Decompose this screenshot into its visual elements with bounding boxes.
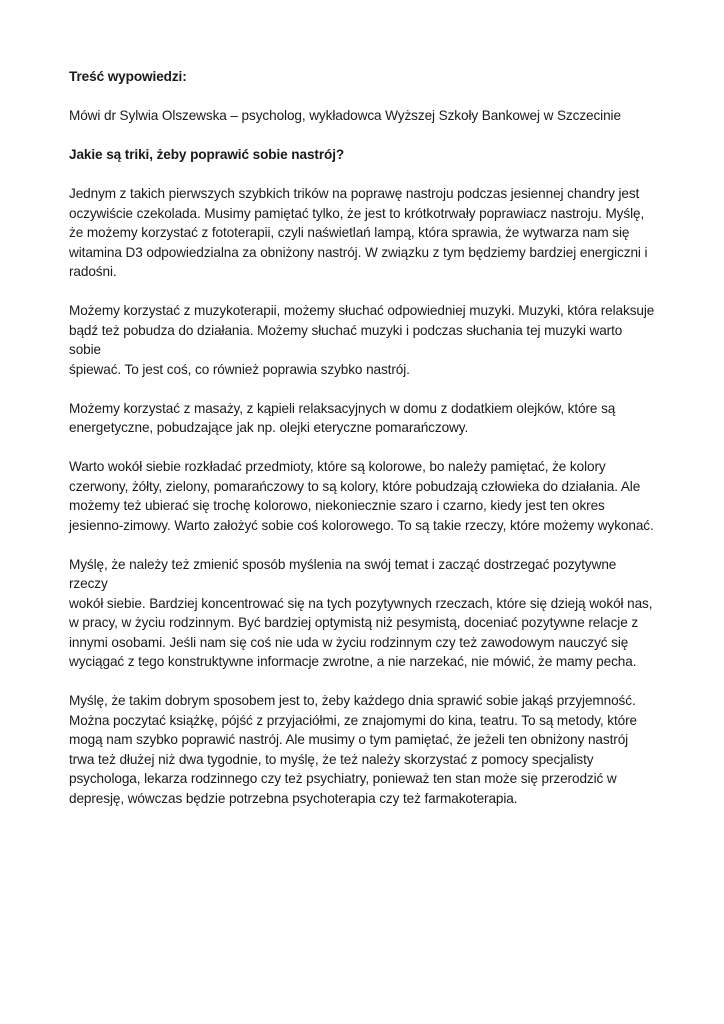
paragraph-colors: Warto wokół siebie rozkładać przedmioty, które są kolorowe, bo należy pamiętać, że kolory czerwony, żółty, zielony, pomarańczowy to są kolory, które pobudzają człowieka do działania. Ale możemy też ubierać się trochę kolorowo, niekoniecznie szaro i czarno, kiedy jest ten okres jesienno-zimowy. Warto założyć sobie coś kolorowego. To są takie rzeczy, które możemy wykonać. (69, 459, 654, 533)
paragraph-massage: Możemy korzystać z masaży, z kąpieli relaksacyjnych w domu z dodatkiem olejków, które są energetyczne, pobudzające jak np. olejki eteryczne pomarańczowy. (69, 400, 616, 435)
paragraph-thinking: Myślę, że należy też zmienić sposób myślenia na swój temat i zacząć dostrzegać pozytywne rzeczy wokół siebie. Bardziej koncentrować się na tych pozytywnych rzeczach, które się dzieją wokół nas, w pracy, w życiu rodzinnym. Być bardziej optymistą niż pesymistą, doceniać pozytywne relacje z innymi osobami. Jeśli nam się coś nie uda w życiu rodzinnym czy też zawodowym nauczyć się wyciągać z tego konstruktywne informacje zwrotne, a nie narzekać, nie mówić, że mamy pecha. (69, 556, 653, 669)
question-heading: Jakie są triki, żeby poprawić sobie nastrój? (69, 147, 345, 162)
document-heading: Treść wypowiedzi: (69, 69, 187, 84)
paragraph-music: Możemy korzystać z muzykoterapii, możemy słuchać odpowiedniej muzyki. Muzyki, która relaksuje bądź też pobudza do działania. Możemy słuchać muzyki i podczas słuchania tej muzyki warto sobie śpiewać. To jest coś, co również poprawia szybko nastrój. (69, 303, 655, 377)
paragraph-pleasure: Myślę, że takim dobrym sposobem jest to, żeby każdego dnia sprawić sobie jakąś przyjemność. Można poczytać książkę, pójść z przyjaciółmi, ze znajomymi do kina, teatru. To są metody, które mogą nam szybko poprawić nastrój. Ale musimy o tym pamiętać, że jeżeli ten obniżony nastrój trwa też dłużej niż dwa tygodnie, to myślę, że też należy skorzystać z pomocy specjalisty psychologa, lekarza rodzinnego czy też psychiatry, ponieważ ten stan może się przerodzić w depresję, wówczas będzie potrzebna psychoterapia czy też farmakoterapia. (69, 693, 637, 806)
paragraph-chocolate: Jednym z takich pierwszych szybkich trików na poprawę nastroju podczas jesiennej chandry jest oczywiście czekolada. Musimy pamiętać tylko, że jest to krótkotrwały poprawiacz nastroju. Myślę, że możemy korzystać z fototerapii, czyli naświetlań lampą, która sprawia, że wytwarza nam się witamina D3 odpowiedzialna za obniżony nastrój. W związku z tym będziemy bardziej energiczni i radośni. (69, 186, 648, 279)
document-body (69, 67, 655, 828)
speaker-line: Mówi dr Sylwia Olszewska – psycholog, wykładowca Wyższej Szkoły Bankowej w Szczecinie (69, 108, 621, 123)
